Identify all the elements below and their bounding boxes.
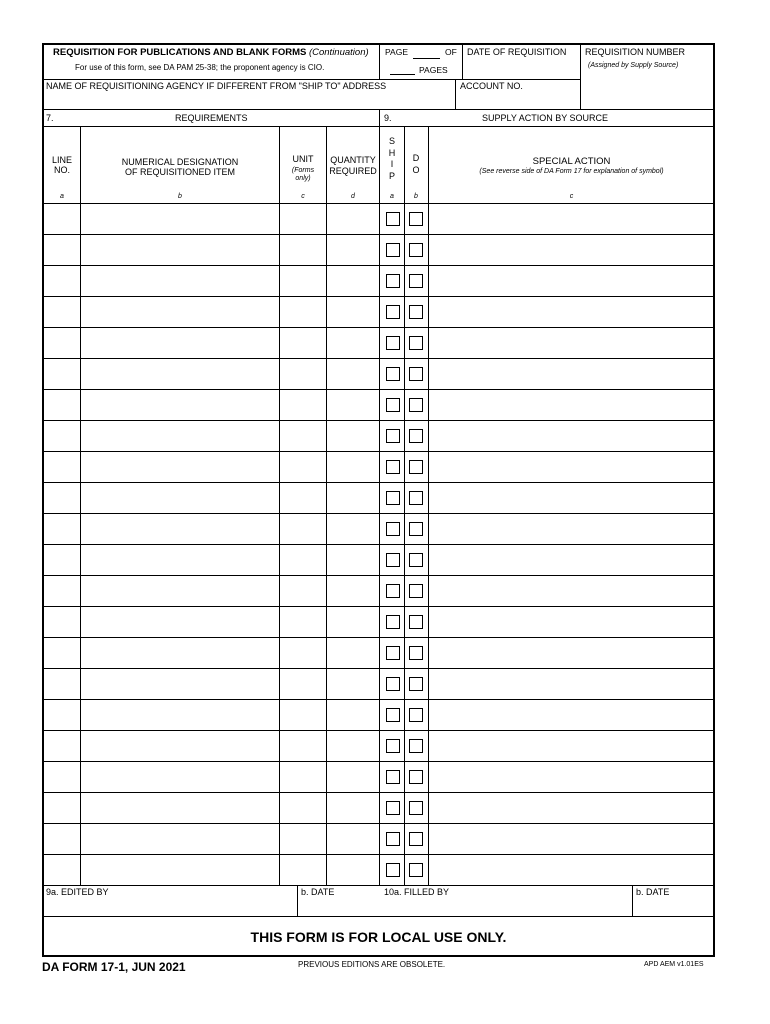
special-action-cell[interactable] bbox=[430, 204, 713, 233]
special-action-cell[interactable] bbox=[430, 328, 713, 357]
do-checkbox[interactable] bbox=[409, 646, 423, 660]
quantity-cell[interactable] bbox=[328, 328, 378, 357]
do-checkbox[interactable] bbox=[409, 584, 423, 598]
do-checkbox[interactable] bbox=[409, 429, 423, 443]
ship-checkbox[interactable] bbox=[386, 305, 400, 319]
local-use-notice: THIS FORM IS FOR LOCAL USE ONLY. bbox=[250, 929, 507, 945]
date-b1-label: b. DATE bbox=[301, 887, 335, 897]
do-checkbox[interactable] bbox=[409, 863, 423, 877]
quantity-cell[interactable] bbox=[328, 545, 378, 574]
ship-header: S H I P bbox=[388, 136, 396, 182]
col-letter-do-b: b bbox=[414, 193, 418, 200]
col-letter-d: d bbox=[351, 193, 355, 200]
col-letter-b: b bbox=[178, 193, 182, 200]
do-checkbox[interactable] bbox=[409, 212, 423, 226]
designation-cell[interactable] bbox=[82, 204, 278, 233]
col-letter-special-c: c bbox=[569, 193, 574, 200]
quantity-cell[interactable] bbox=[328, 235, 378, 264]
designation-cell[interactable] bbox=[82, 824, 278, 853]
ship-checkbox[interactable] bbox=[386, 677, 400, 691]
designation-cell[interactable] bbox=[82, 266, 278, 295]
line-no-cell[interactable] bbox=[44, 204, 79, 233]
ship-checkbox[interactable] bbox=[386, 770, 400, 784]
requisition-number-note: (Assigned by Supply Source) bbox=[588, 62, 679, 69]
unit-cell[interactable] bbox=[281, 297, 325, 326]
do-checkbox[interactable] bbox=[409, 739, 423, 753]
line-no-cell[interactable] bbox=[44, 762, 79, 791]
unit-cell[interactable] bbox=[281, 793, 325, 822]
do-checkbox[interactable] bbox=[409, 553, 423, 567]
unit-cell[interactable] bbox=[281, 731, 325, 760]
quantity-cell[interactable] bbox=[328, 855, 378, 884]
unit-note: (Forms only) bbox=[291, 167, 315, 183]
unit-cell[interactable] bbox=[281, 638, 325, 667]
designation-cell[interactable] bbox=[82, 297, 278, 326]
designation-header: NUMERICAL DESIGNATION OF REQUISITIONED ITEM bbox=[121, 157, 239, 178]
special-action-cell[interactable] bbox=[430, 235, 713, 264]
unit-cell[interactable] bbox=[281, 669, 325, 698]
ship-checkbox[interactable] bbox=[386, 553, 400, 567]
special-action-cell[interactable] bbox=[430, 452, 713, 481]
do-checkbox[interactable] bbox=[409, 243, 423, 257]
quantity-cell[interactable] bbox=[328, 297, 378, 326]
line-no-header: LINE NO. bbox=[51, 155, 72, 176]
unit-cell[interactable] bbox=[281, 390, 325, 419]
ship-checkbox[interactable] bbox=[386, 336, 400, 350]
special-action-cell[interactable] bbox=[430, 731, 713, 760]
do-checkbox[interactable] bbox=[409, 460, 423, 474]
col-letter-a: a bbox=[60, 193, 64, 200]
quantity-cell[interactable] bbox=[328, 266, 378, 295]
row-divider bbox=[42, 296, 715, 297]
row-divider bbox=[42, 451, 715, 452]
special-action-cell[interactable] bbox=[430, 855, 713, 884]
row-divider bbox=[42, 761, 715, 762]
special-action-cell[interactable] bbox=[430, 545, 713, 574]
line-no-cell[interactable] bbox=[44, 731, 79, 760]
unit-cell[interactable] bbox=[281, 235, 325, 264]
special-action-cell[interactable] bbox=[430, 576, 713, 605]
designation-cell[interactable] bbox=[82, 855, 278, 884]
line-no-cell[interactable] bbox=[44, 483, 79, 512]
row-divider bbox=[42, 854, 715, 855]
quantity-cell[interactable] bbox=[328, 514, 378, 543]
do-checkbox[interactable] bbox=[409, 522, 423, 536]
designation-cell[interactable] bbox=[82, 514, 278, 543]
quantity-cell[interactable] bbox=[328, 576, 378, 605]
designation-cell[interactable] bbox=[82, 390, 278, 419]
unit-cell[interactable] bbox=[281, 545, 325, 574]
ship-checkbox[interactable] bbox=[386, 832, 400, 846]
special-action-cell[interactable] bbox=[430, 669, 713, 698]
designation-cell[interactable] bbox=[82, 762, 278, 791]
designation-cell[interactable] bbox=[82, 700, 278, 729]
row-divider bbox=[42, 699, 715, 700]
quantity-cell[interactable] bbox=[328, 483, 378, 512]
line-no-cell[interactable] bbox=[44, 700, 79, 729]
edited-by-field[interactable] bbox=[44, 898, 296, 914]
quantity-cell[interactable] bbox=[328, 762, 378, 791]
designation-cell[interactable] bbox=[82, 607, 278, 636]
date-of-requisition-field[interactable] bbox=[464, 60, 580, 78]
designation-cell[interactable] bbox=[82, 452, 278, 481]
account-no-label: ACCOUNT NO. bbox=[460, 81, 523, 91]
special-action-cell[interactable] bbox=[430, 359, 713, 388]
designation-cell[interactable] bbox=[82, 421, 278, 450]
quantity-cell[interactable] bbox=[328, 390, 378, 419]
special-action-header: SPECIAL ACTION bbox=[532, 156, 611, 167]
line-no-cell[interactable] bbox=[44, 359, 79, 388]
line-no-cell[interactable] bbox=[44, 235, 79, 264]
do-checkbox[interactable] bbox=[409, 801, 423, 815]
ship-checkbox[interactable] bbox=[386, 584, 400, 598]
version-tag: APD AEM v1.01ES bbox=[644, 961, 704, 968]
do-checkbox[interactable] bbox=[409, 708, 423, 722]
filled-by-label: 10a. FILLED BY bbox=[384, 887, 450, 897]
do-checkbox[interactable] bbox=[409, 336, 423, 350]
ship-checkbox[interactable] bbox=[386, 243, 400, 257]
special-action-cell[interactable] bbox=[430, 638, 713, 667]
unit-cell[interactable] bbox=[281, 762, 325, 791]
ship-checkbox[interactable] bbox=[386, 801, 400, 815]
unit-cell[interactable] bbox=[281, 452, 325, 481]
special-action-cell[interactable] bbox=[430, 607, 713, 636]
form-subtitle: For use of this form, see DA PAM 25-38; the proponent agency is CIO. bbox=[75, 63, 325, 72]
agency-label: NAME OF REQUISITIONING AGENCY IF DIFFERENT FROM "SHIP TO" ADDRESS bbox=[46, 81, 387, 91]
special-action-cell[interactable] bbox=[430, 421, 713, 450]
designation-cell[interactable] bbox=[82, 576, 278, 605]
do-header: D O bbox=[412, 153, 420, 175]
special-action-cell[interactable] bbox=[430, 514, 713, 543]
quantity-cell[interactable] bbox=[328, 669, 378, 698]
designation-cell[interactable] bbox=[82, 545, 278, 574]
quantity-cell[interactable] bbox=[328, 793, 378, 822]
form-title: REQUISITION FOR PUBLICATIONS AND BLANK FORMS (Continuation) bbox=[53, 47, 369, 58]
ship-checkbox[interactable] bbox=[386, 708, 400, 722]
ship-checkbox[interactable] bbox=[386, 398, 400, 412]
line-no-cell[interactable] bbox=[44, 328, 79, 357]
page-number-field[interactable] bbox=[413, 58, 440, 59]
designation-cell[interactable] bbox=[82, 638, 278, 667]
designation-cell[interactable] bbox=[82, 793, 278, 822]
quantity-cell[interactable] bbox=[328, 700, 378, 729]
row-divider bbox=[42, 637, 715, 638]
designation-cell[interactable] bbox=[82, 235, 278, 264]
special-action-cell[interactable] bbox=[430, 483, 713, 512]
row-divider bbox=[42, 823, 715, 824]
col-letter-c: c bbox=[301, 193, 305, 200]
requirements-heading: REQUIREMENTS bbox=[175, 113, 248, 123]
quantity-cell[interactable] bbox=[328, 359, 378, 388]
row-divider bbox=[42, 389, 715, 390]
unit-cell[interactable] bbox=[281, 700, 325, 729]
special-action-note: (See reverse side of DA Form 17 for explanation of symbol) bbox=[479, 168, 664, 175]
col-letter-ship-a: a bbox=[390, 193, 394, 200]
ship-checkbox[interactable] bbox=[386, 274, 400, 288]
designation-cell[interactable] bbox=[82, 731, 278, 760]
unit-cell[interactable] bbox=[281, 204, 325, 233]
obsolete-notice: PREVIOUS EDITIONS ARE OBSOLETE. bbox=[298, 960, 446, 969]
unit-cell[interactable] bbox=[281, 483, 325, 512]
row-divider bbox=[42, 234, 715, 235]
agency-field[interactable] bbox=[44, 94, 454, 108]
ship-checkbox[interactable] bbox=[386, 460, 400, 474]
requisition-number-field[interactable] bbox=[582, 72, 713, 108]
do-checkbox[interactable] bbox=[409, 274, 423, 288]
unit-cell[interactable] bbox=[281, 514, 325, 543]
special-action-cell[interactable] bbox=[430, 266, 713, 295]
designation-cell[interactable] bbox=[82, 483, 278, 512]
unit-cell[interactable] bbox=[281, 266, 325, 295]
line-no-cell[interactable] bbox=[44, 390, 79, 419]
row-divider bbox=[42, 668, 715, 669]
quantity-cell[interactable] bbox=[328, 731, 378, 760]
pages-label: PAGES bbox=[419, 65, 448, 75]
designation-cell[interactable] bbox=[82, 328, 278, 357]
ship-checkbox[interactable] bbox=[386, 212, 400, 226]
ship-checkbox[interactable] bbox=[386, 491, 400, 505]
row-divider bbox=[42, 482, 715, 483]
quantity-cell[interactable] bbox=[328, 204, 378, 233]
do-checkbox[interactable] bbox=[409, 305, 423, 319]
ship-checkbox[interactable] bbox=[386, 429, 400, 443]
unit-cell[interactable] bbox=[281, 359, 325, 388]
row-divider bbox=[42, 358, 715, 359]
special-action-cell[interactable] bbox=[430, 390, 713, 419]
do-checkbox[interactable] bbox=[409, 615, 423, 629]
unit-cell[interactable] bbox=[281, 607, 325, 636]
do-checkbox[interactable] bbox=[409, 677, 423, 691]
special-action-cell[interactable] bbox=[430, 297, 713, 326]
quantity-cell[interactable] bbox=[328, 452, 378, 481]
unit-cell[interactable] bbox=[281, 328, 325, 357]
line-no-cell[interactable] bbox=[44, 545, 79, 574]
filled-by-field[interactable] bbox=[381, 898, 631, 914]
line-no-cell[interactable] bbox=[44, 824, 79, 853]
special-action-cell[interactable] bbox=[430, 700, 713, 729]
quantity-cell[interactable] bbox=[328, 607, 378, 636]
line-no-cell[interactable] bbox=[44, 266, 79, 295]
unit-cell[interactable] bbox=[281, 855, 325, 884]
requirements-number: 7. bbox=[46, 113, 54, 123]
row-divider bbox=[42, 606, 715, 607]
unit-cell[interactable] bbox=[281, 824, 325, 853]
quantity-cell[interactable] bbox=[328, 421, 378, 450]
total-pages-field[interactable] bbox=[390, 74, 415, 75]
do-checkbox[interactable] bbox=[409, 832, 423, 846]
requisition-number-label: REQUISITION NUMBER bbox=[585, 47, 686, 57]
line-no-cell[interactable] bbox=[44, 576, 79, 605]
quantity-cell[interactable] bbox=[328, 824, 378, 853]
supply-heading: SUPPLY ACTION BY SOURCE bbox=[482, 113, 609, 123]
special-action-cell[interactable] bbox=[430, 762, 713, 791]
supply-number: 9. bbox=[384, 113, 392, 123]
special-action-cell[interactable] bbox=[430, 793, 713, 822]
line-no-cell[interactable] bbox=[44, 607, 79, 636]
edited-date-field[interactable] bbox=[299, 898, 379, 914]
line-no-cell[interactable] bbox=[44, 297, 79, 326]
do-checkbox[interactable] bbox=[409, 770, 423, 784]
line-no-cell[interactable] bbox=[44, 669, 79, 698]
unit-header: UNIT bbox=[292, 154, 314, 164]
line-no-cell[interactable] bbox=[44, 855, 79, 884]
line-no-cell[interactable] bbox=[44, 452, 79, 481]
row-divider bbox=[42, 513, 715, 514]
ship-checkbox[interactable] bbox=[386, 739, 400, 753]
quantity-cell[interactable] bbox=[328, 638, 378, 667]
row-divider bbox=[42, 420, 715, 421]
unit-cell[interactable] bbox=[281, 421, 325, 450]
date-of-requisition-label: DATE OF REQUISITION bbox=[467, 47, 567, 57]
designation-cell[interactable] bbox=[82, 669, 278, 698]
of-label: OF bbox=[445, 47, 457, 57]
designation-cell[interactable] bbox=[82, 359, 278, 388]
line-no-cell[interactable] bbox=[44, 638, 79, 667]
quantity-header: QUANTITY REQUIRED bbox=[329, 155, 377, 176]
unit-cell[interactable] bbox=[281, 576, 325, 605]
do-checkbox[interactable] bbox=[409, 491, 423, 505]
do-checkbox[interactable] bbox=[409, 398, 423, 412]
row-divider bbox=[42, 575, 715, 576]
ship-checkbox[interactable] bbox=[386, 615, 400, 629]
row-divider bbox=[42, 327, 715, 328]
filled-date-field[interactable] bbox=[634, 898, 713, 914]
form-id: DA FORM 17-1, JUN 2021 bbox=[42, 960, 186, 974]
row-divider bbox=[42, 792, 715, 793]
do-checkbox[interactable] bbox=[409, 367, 423, 381]
ship-checkbox[interactable] bbox=[386, 646, 400, 660]
row-divider bbox=[42, 265, 715, 266]
line-no-cell[interactable] bbox=[44, 421, 79, 450]
page-label: PAGE bbox=[385, 47, 408, 57]
line-no-cell[interactable] bbox=[44, 793, 79, 822]
ship-checkbox[interactable] bbox=[386, 863, 400, 877]
row-divider bbox=[42, 730, 715, 731]
account-no-field[interactable] bbox=[457, 94, 579, 108]
edited-by-label: 9a. EDITED BY bbox=[46, 887, 109, 897]
row-divider bbox=[42, 544, 715, 545]
special-action-cell[interactable] bbox=[430, 824, 713, 853]
date-b2-label: b. DATE bbox=[636, 887, 670, 897]
ship-checkbox[interactable] bbox=[386, 522, 400, 536]
line-no-cell[interactable] bbox=[44, 514, 79, 543]
ship-checkbox[interactable] bbox=[386, 367, 400, 381]
